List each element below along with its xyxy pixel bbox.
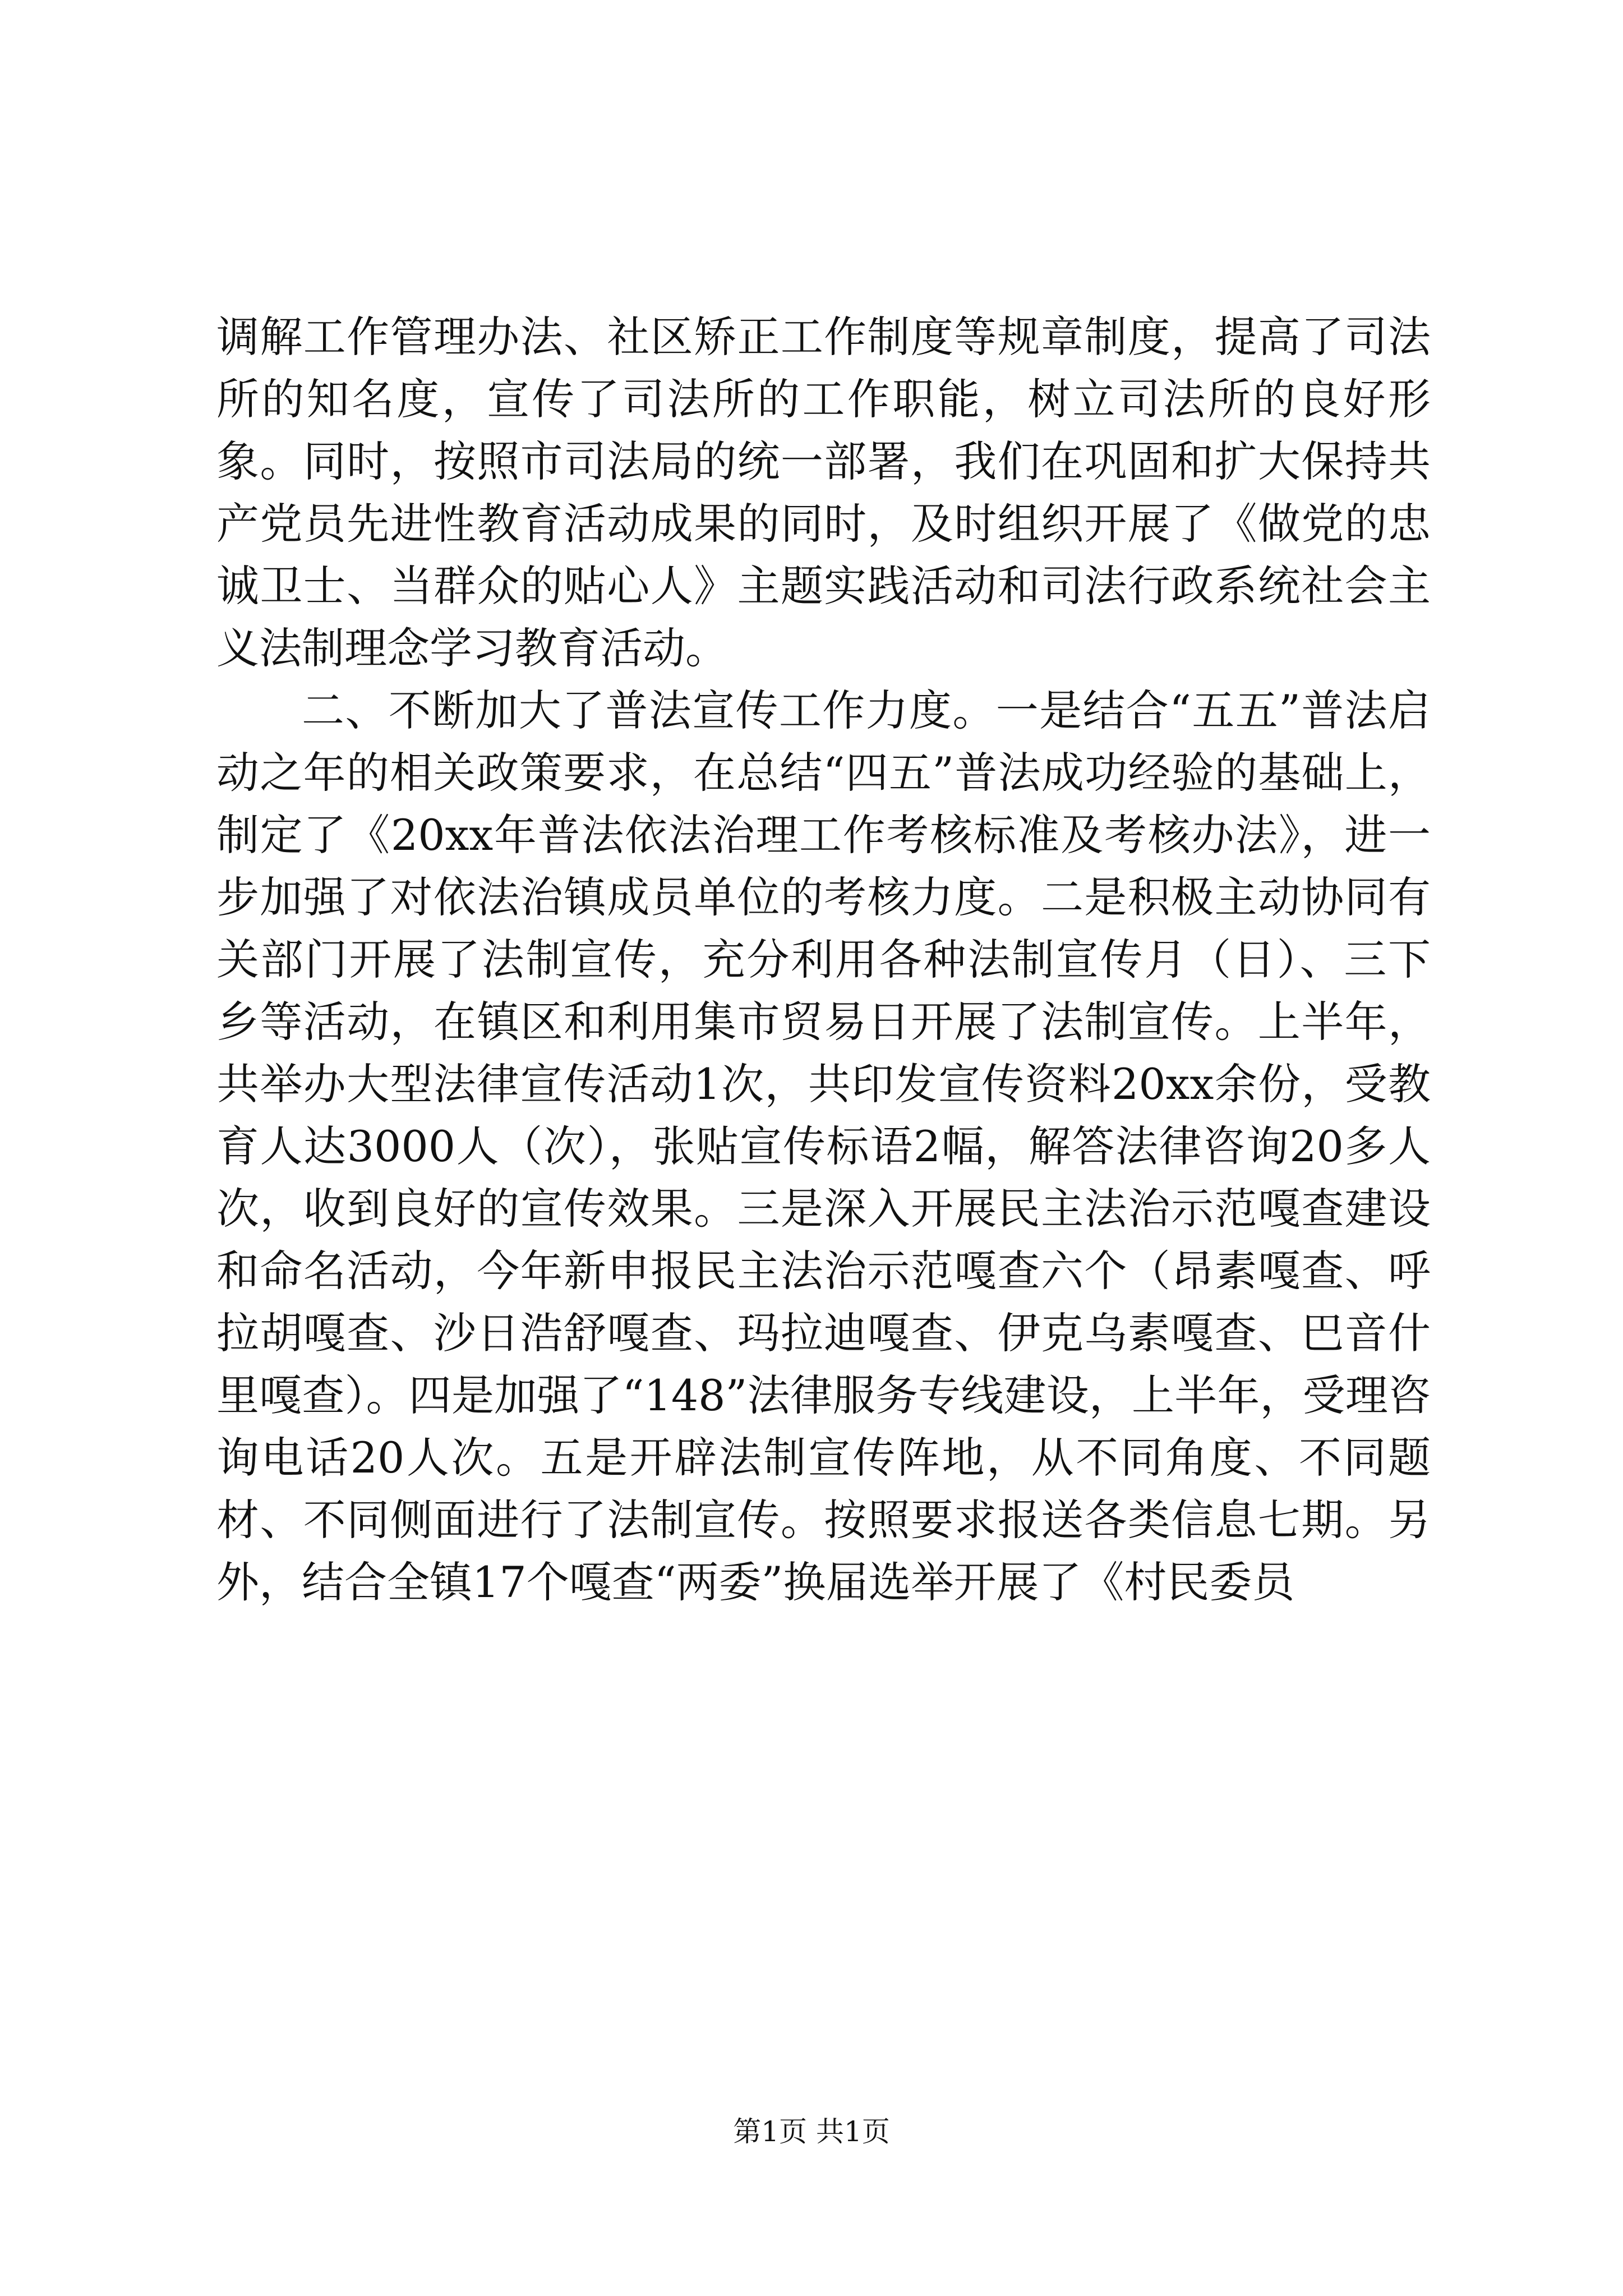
paragraph-1: 调解工作管理办法、社区矫正工作制度等规章制度，提高了司法所的知名度，宣传了司法所的工作职能，树立司法所的良好形象。同时，按照市司法局的统一部署，我们在巩固和扩大保持共产党员先进性教育活动成果的同时，及时组织开展了《做党的忠诚卫士、当群众的贴心人》主题实践活动和司法行政系统社会主义法制理念学习教育活动。 [216,312,1431,673]
paragraph-2: 二、不断加大了普法宣传工作力度。一是结合“五五”普法启动之年的相关政策要求，在总结“四五”普法成功经验的基础上，制定了《20xx年普法依法治理工作考核标准及考核办法》，进一步加强了对依法治镇成员单位的考核力度。二是积极主动协同有关部门开展了法制宣传，充分利用各种法制宣传月（日）、三下乡等活动，在镇区和利用集市贸易日开展了法制宣传。上半年，共举办大型法律宣传活动1次，共印发宣传资料20xx余份，受教育人达3000人（次），张贴宣传标语2幅，解答法律咨询20多人次，收到良好的宣传效果。三是深入开展民主法治示范嘎查建设和命名活动，今年新申报民主法治示范嘎查六个（昂素嘎查、呼拉胡嘎查、沙日浩舒嘎查、玛拉迪嘎查、伊克乌素嘎查、巴音什里嘎查）。四是加强了“148”法律服务专线建设，上半年，受理咨询电话20人次。五是开辟法制宣传阵地，从不同角度、不同题材、不同侧面进行了法制宣传。按照要求报送各类信息七期。另外，结合全镇17个嘎查“两委”换届选举开展了《村民委员 [216,685,1431,1607]
page-footer: 第1页 共1页 [733,2115,890,2148]
document-body [216,306,1431,1613]
